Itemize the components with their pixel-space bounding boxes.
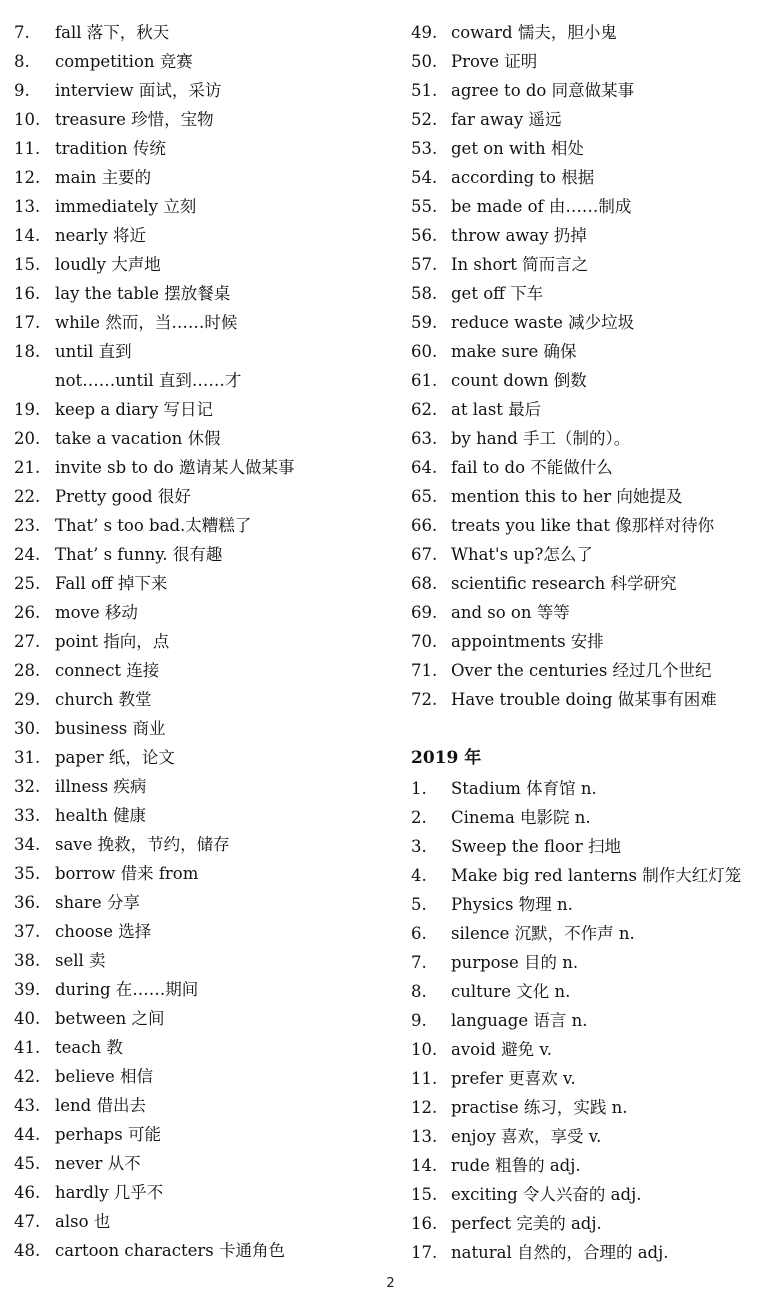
list-item <box>14 975 394 1004</box>
list-item <box>14 76 394 105</box>
entry-text: competition 竞赛 <box>55 52 193 71</box>
entry-text: treasure 珍惜，宝物 <box>55 110 214 129</box>
list-item <box>14 395 394 424</box>
list-item <box>411 221 779 250</box>
entry-number: 15. <box>14 255 41 274</box>
list-item <box>14 1033 394 1062</box>
entry-number: 48. <box>14 1241 41 1260</box>
entry-number: 32. <box>14 777 41 796</box>
entry-text: agree to do 同意做某事 <box>451 81 635 100</box>
entry-number: 5. <box>411 895 427 914</box>
entry-number: 44. <box>14 1125 41 1144</box>
entry-text: Fall off 掉下来 <box>55 574 168 593</box>
entry-number: 8. <box>411 982 427 1001</box>
list-item <box>411 18 779 47</box>
list-item <box>14 598 394 627</box>
entry-text: In short 简而言之 <box>451 255 589 274</box>
entry-text: get on with 相处 <box>451 139 584 158</box>
right-word-list <box>411 18 779 714</box>
right-column <box>411 18 779 1267</box>
list-item <box>14 1236 394 1265</box>
entry-number: 10. <box>14 110 41 129</box>
entry-text: Stadium 体育馆 n. <box>451 779 597 798</box>
entry-text: fall 落下，秋天 <box>55 23 170 42</box>
entry-text: at last 最后 <box>451 400 542 419</box>
entry-number: 20. <box>14 429 41 448</box>
entry-text: Over the centuries 经过几个世纪 <box>451 661 712 680</box>
list-item <box>14 453 394 482</box>
entry-text: Make big red lanterns 制作大红灯笼 <box>451 866 742 885</box>
entry-text: between 之间 <box>55 1009 165 1028</box>
list-item <box>14 1091 394 1120</box>
entry-number: 72. <box>411 690 438 709</box>
list-item <box>411 685 779 714</box>
list-item <box>14 830 394 859</box>
page-number: 2 <box>386 1276 395 1291</box>
entry-number: 27. <box>14 632 41 651</box>
entry-text: point 指向，点 <box>55 632 170 651</box>
list-item <box>411 105 779 134</box>
entry-text: avoid 避免 v. <box>451 1040 553 1059</box>
entry-text: practise 练习，实践 n. <box>451 1098 628 1117</box>
entry-text: That’ s funny. 很有趣 <box>55 545 223 564</box>
entry-number: 15. <box>411 1185 438 1204</box>
entry-text: hardly 几乎不 <box>55 1183 164 1202</box>
entry-number: 53. <box>411 139 438 158</box>
entry-number: 64. <box>411 458 438 477</box>
entry-text: count down 倒数 <box>451 371 587 390</box>
list-item <box>411 1122 779 1151</box>
section-word-list <box>411 774 779 1267</box>
entry-text: tradition 传统 <box>55 139 166 158</box>
entry-text: natural 自然的，合理的 adj. <box>451 1243 669 1262</box>
entry-number: 41. <box>14 1038 41 1057</box>
entry-text: lend 借出去 <box>55 1096 146 1115</box>
entry-number: 30. <box>14 719 41 738</box>
list-item <box>411 1180 779 1209</box>
entry-number: 3. <box>411 837 427 856</box>
entry-text: purpose 目的 n. <box>451 953 579 972</box>
entry-text: throw away 扔掉 <box>451 226 587 245</box>
list-item <box>14 192 394 221</box>
entry-number: 67. <box>411 545 438 564</box>
list-item <box>14 656 394 685</box>
list-item <box>411 627 779 656</box>
entry-number: 24. <box>14 545 41 564</box>
entry-number: 35. <box>14 864 41 883</box>
entry-text: prefer 更喜欢 v. <box>451 1069 576 1088</box>
list-item <box>14 859 394 888</box>
entry-text: loudly 大声地 <box>55 255 161 274</box>
list-item <box>14 627 394 656</box>
list-item <box>14 424 394 453</box>
entry-text: Have trouble doing 做某事有困难 <box>451 690 717 709</box>
list-item <box>14 1120 394 1149</box>
list-item <box>411 337 779 366</box>
entry-text: coward 懦夫，胆小鬼 <box>451 23 617 42</box>
list-item <box>14 685 394 714</box>
list-item <box>14 1062 394 1091</box>
entry-text: be made of 由……制成 <box>451 197 632 216</box>
list-item <box>14 482 394 511</box>
entry-text: teach 教 <box>55 1038 123 1057</box>
entry-number: 33. <box>14 806 41 825</box>
list-item <box>411 511 779 540</box>
list-item <box>14 801 394 830</box>
list-item <box>411 948 779 977</box>
list-item <box>411 1006 779 1035</box>
list-item <box>411 1064 779 1093</box>
list-item <box>14 1149 394 1178</box>
list-item <box>411 803 779 832</box>
entry-text: also 也 <box>55 1212 111 1231</box>
entry-number: 12. <box>14 168 41 187</box>
entry-number: 60. <box>411 342 438 361</box>
entry-number: 57. <box>411 255 438 274</box>
list-item <box>411 482 779 511</box>
entry-number: 68. <box>411 574 438 593</box>
list-item <box>14 221 394 250</box>
entry-number: 49. <box>411 23 438 42</box>
entry-text: paper 纸，论文 <box>55 748 175 767</box>
section-gap <box>411 714 779 743</box>
list-item <box>411 134 779 163</box>
entry-text: appointments 安排 <box>451 632 604 651</box>
entry-text: make sure 确保 <box>451 342 577 361</box>
entry-text: What's up?怎么了 <box>451 545 593 564</box>
entry-text: save 挽救，节约，储存 <box>55 835 230 854</box>
list-item <box>411 279 779 308</box>
entry-text: never 从不 <box>55 1154 141 1173</box>
entry-text: rude 粗鲁的 adj. <box>451 1156 581 1175</box>
entry-number: 19. <box>14 400 41 419</box>
entry-number: 36. <box>14 893 41 912</box>
entry-text: move 移动 <box>55 603 138 622</box>
list-item <box>411 453 779 482</box>
entry-number: 25. <box>14 574 41 593</box>
entry-text: borrow 借来 from <box>55 864 199 883</box>
entry-number: 56. <box>411 226 438 245</box>
list-item <box>411 76 779 105</box>
entry-number: 16. <box>14 284 41 303</box>
list-item <box>14 540 394 569</box>
entry-text: Prove 证明 <box>451 52 538 71</box>
list-item <box>14 250 394 279</box>
entry-number: 52. <box>411 110 438 129</box>
entry-number: 63. <box>411 429 438 448</box>
entry-text: perfect 完美的 adj. <box>451 1214 602 1233</box>
entry-number: 6. <box>411 924 427 943</box>
entry-number: 13. <box>411 1127 438 1146</box>
list-item <box>411 424 779 453</box>
entry-text: culture 文化 n. <box>451 982 571 1001</box>
list-item <box>14 1178 394 1207</box>
entry-text: keep a diary 写日记 <box>55 400 214 419</box>
list-item <box>14 134 394 163</box>
entry-number: 51. <box>411 81 438 100</box>
entry-number: 54. <box>411 168 438 187</box>
entry-number: 65. <box>411 487 438 506</box>
entry-text: health 健康 <box>55 806 147 825</box>
list-item <box>14 1207 394 1236</box>
entry-number: 9. <box>411 1011 427 1030</box>
list-item <box>14 714 394 743</box>
list-item <box>411 47 779 76</box>
entry-number: 4. <box>411 866 427 885</box>
list-item <box>14 1004 394 1033</box>
entry-text: Physics 物理 n. <box>451 895 573 914</box>
entry-number: 42. <box>14 1067 41 1086</box>
list-item <box>14 105 394 134</box>
entry-text: by hand 手工（制的）。 <box>451 429 631 448</box>
left-column <box>14 18 394 1265</box>
entry-number: 26. <box>14 603 41 622</box>
entry-text: illness 疾病 <box>55 777 147 796</box>
entry-number: 39. <box>14 980 41 999</box>
entry-text: connect 连接 <box>55 661 160 680</box>
list-item <box>14 569 394 598</box>
entry-text: fail to do 不能做什么 <box>451 458 613 477</box>
entry-text: language 语言 n. <box>451 1011 588 1030</box>
entry-text: main 主要的 <box>55 168 152 187</box>
list-item <box>411 163 779 192</box>
entry-text: immediately 立刻 <box>55 197 197 216</box>
entry-text: Pretty good 很好 <box>55 487 191 506</box>
entry-number: 13. <box>14 197 41 216</box>
entry-text: Sweep the floor 扫地 <box>451 837 622 856</box>
entry-text: lay the table 摆放餐桌 <box>55 284 231 303</box>
entry-text: silence 沉默，不作声 n. <box>451 924 635 943</box>
entry-number: 61. <box>411 371 438 390</box>
list-item <box>411 656 779 685</box>
entry-number: 10. <box>411 1040 438 1059</box>
entry-text: Cinema 电影院 n. <box>451 808 591 827</box>
list-item <box>411 569 779 598</box>
entry-text: not……until 直到……才 <box>55 371 242 390</box>
entry-text: scientific research 科学研究 <box>451 574 677 593</box>
list-item <box>411 1093 779 1122</box>
list-item <box>411 977 779 1006</box>
entry-number: 11. <box>14 139 41 158</box>
list-item <box>411 832 779 861</box>
list-item <box>411 540 779 569</box>
entry-number: 2. <box>411 808 427 827</box>
entry-text: church 教堂 <box>55 690 152 709</box>
section-heading-2019: 2019 年 <box>411 748 482 768</box>
entry-number: 11. <box>411 1069 438 1088</box>
entry-text: share 分享 <box>55 893 140 912</box>
list-item <box>411 366 779 395</box>
entry-text: according to 根据 <box>451 168 595 187</box>
entry-number: 37. <box>14 922 41 941</box>
entry-text: That’ s too bad.太糟糕了 <box>55 516 252 535</box>
entry-number: 14. <box>411 1156 438 1175</box>
entry-text: choose 选择 <box>55 922 152 941</box>
entry-number: 45. <box>14 1154 41 1173</box>
entry-number: 55. <box>411 197 438 216</box>
entry-text: enjoy 喜欢，享受 v. <box>451 1127 602 1146</box>
entry-number: 40. <box>14 1009 41 1028</box>
entry-text: far away 遥远 <box>451 110 562 129</box>
entry-text: while 然而，当……时候 <box>55 313 238 332</box>
entry-text: until 直到 <box>55 342 132 361</box>
entry-number: 47. <box>14 1212 41 1231</box>
list-item <box>14 743 394 772</box>
list-item <box>14 47 394 76</box>
entry-text: mention this to her 向她提及 <box>451 487 683 506</box>
entry-number: 14. <box>14 226 41 245</box>
entry-text: business 商业 <box>55 719 166 738</box>
entry-number: 71. <box>411 661 438 680</box>
entry-number: 50. <box>411 52 438 71</box>
entry-text: perhaps 可能 <box>55 1125 161 1144</box>
entry-number: 16. <box>411 1214 438 1233</box>
entry-number: 69. <box>411 603 438 622</box>
list-item <box>14 308 394 337</box>
entry-text: during 在……期间 <box>55 980 199 999</box>
entry-number: 29. <box>14 690 41 709</box>
entry-number: 7. <box>411 953 427 972</box>
list-item <box>411 1035 779 1064</box>
entry-number: 17. <box>14 313 41 332</box>
entry-number: 66. <box>411 516 438 535</box>
entry-number: 43. <box>14 1096 41 1115</box>
list-item <box>411 192 779 221</box>
list-item-continuation <box>14 366 394 395</box>
entry-number: 23. <box>14 516 41 535</box>
entry-number: 62. <box>411 400 438 419</box>
list-item <box>14 511 394 540</box>
entry-number: 8. <box>14 52 30 71</box>
list-item <box>14 18 394 47</box>
list-item <box>411 861 779 890</box>
list-item <box>411 308 779 337</box>
list-item <box>411 890 779 919</box>
entry-text: believe 相信 <box>55 1067 153 1086</box>
entry-text: invite sb to do 邀请某人做某事 <box>55 458 295 477</box>
entry-text: nearly 将近 <box>55 226 146 245</box>
list-item <box>14 279 394 308</box>
entry-text: exciting 令人兴奋的 adj. <box>451 1185 642 1204</box>
entry-text: sell 卖 <box>55 951 106 970</box>
entry-number: 38. <box>14 951 41 970</box>
list-item <box>14 888 394 917</box>
entry-number: 70. <box>411 632 438 651</box>
entry-number: 22. <box>14 487 41 506</box>
entry-number: 34. <box>14 835 41 854</box>
entry-text: treats you like that 像那样对待你 <box>451 516 715 535</box>
entry-number: 17. <box>411 1243 438 1262</box>
list-item <box>411 919 779 948</box>
list-item <box>411 1151 779 1180</box>
entry-number: 28. <box>14 661 41 680</box>
entry-text: cartoon characters 卡通角色 <box>55 1241 286 1260</box>
list-item <box>411 1238 779 1267</box>
entry-number: 46. <box>14 1183 41 1202</box>
entry-number: 59. <box>411 313 438 332</box>
list-item <box>14 946 394 975</box>
list-item <box>411 774 779 803</box>
entry-number: 58. <box>411 284 438 303</box>
entry-text: interview 面试，采访 <box>55 81 222 100</box>
entry-number: 9. <box>14 81 30 100</box>
list-item <box>411 1209 779 1238</box>
list-item <box>411 395 779 424</box>
entry-number: 21. <box>14 458 41 477</box>
entry-number: 31. <box>14 748 41 767</box>
list-item <box>14 163 394 192</box>
entry-text: reduce waste 减少垃圾 <box>451 313 635 332</box>
list-item <box>411 598 779 627</box>
entry-number: 7. <box>14 23 30 42</box>
entry-text: and so on 等等 <box>451 603 570 622</box>
entry-text: take a vacation 休假 <box>55 429 221 448</box>
entry-text: get off 下车 <box>451 284 544 303</box>
entry-number: 12. <box>411 1098 438 1117</box>
entry-number: 18. <box>14 342 41 361</box>
entry-number: 1. <box>411 779 427 798</box>
list-item <box>411 250 779 279</box>
list-item <box>14 772 394 801</box>
list-item <box>14 917 394 946</box>
list-item <box>14 337 394 366</box>
